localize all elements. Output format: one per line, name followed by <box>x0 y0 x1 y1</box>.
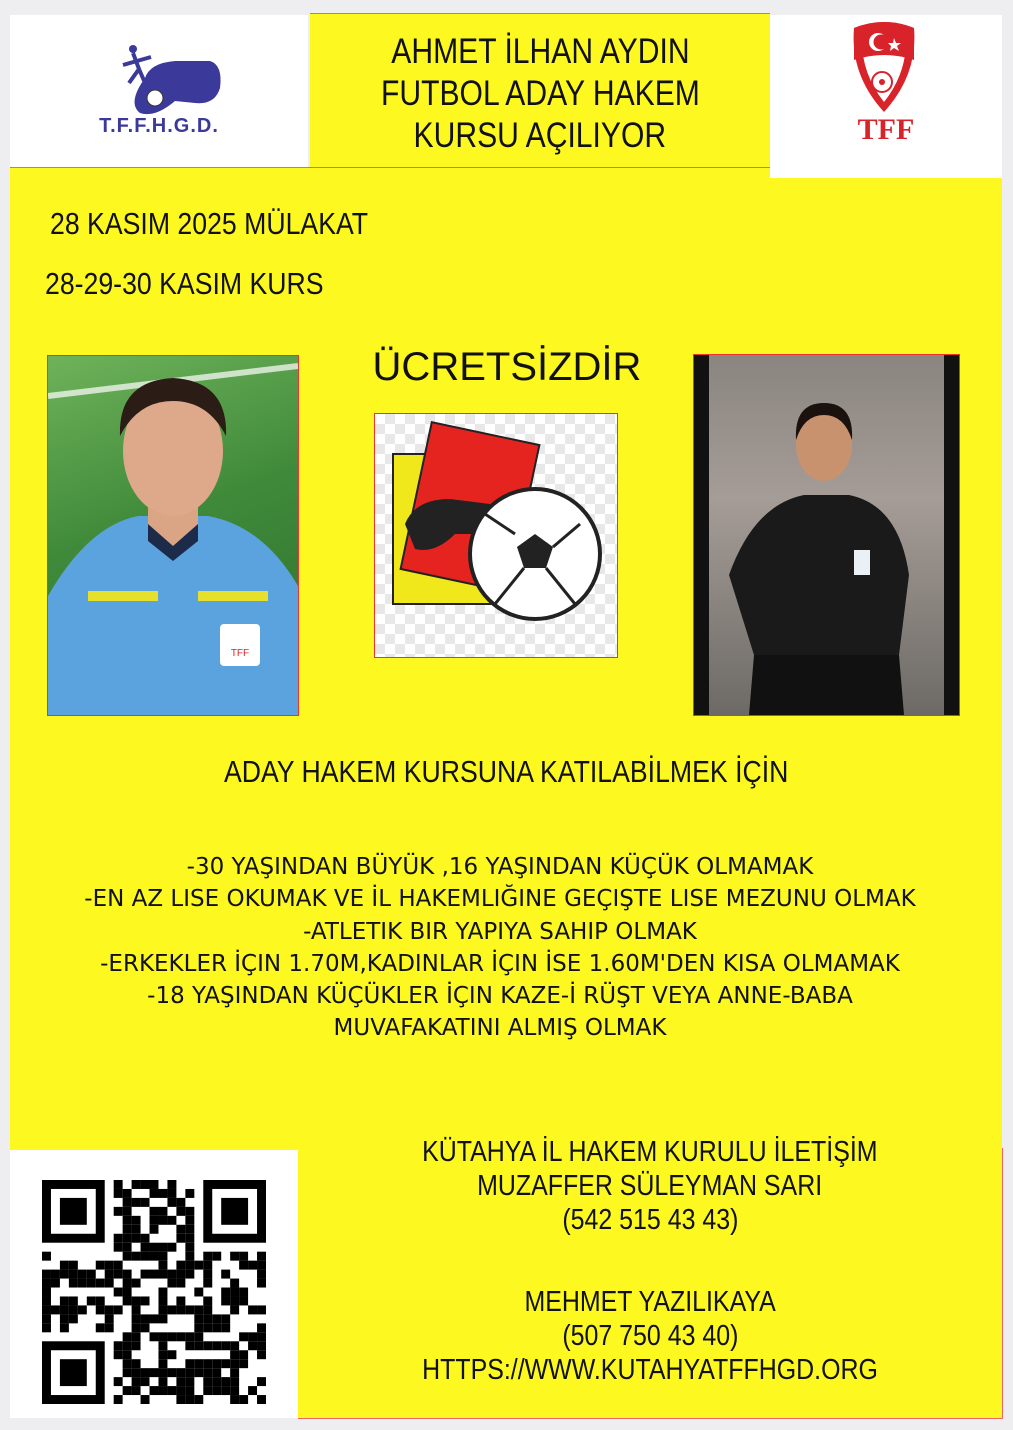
requirement-item: -30 YAŞINDAN BÜYÜK ,16 YAŞINDAN KÜÇÜK OLMAMAK <box>186 854 814 880</box>
requirements-heading: ADAY HAKEM KURSUNA KATILABİLMEK İÇİN <box>223 754 789 789</box>
requirement-item: -ATLETIK BIR YAPIYA SAHIP OLMAK <box>303 918 697 945</box>
qr-code[interactable] <box>42 1180 266 1404</box>
requirement-item: MUVAFAKATINI ALMIŞ OLMAK <box>333 1015 667 1042</box>
title-line-3: KURSU AÇILIYOR <box>413 116 667 155</box>
tffhgd-logo-text: T.F.F.H.G.D. <box>99 115 219 137</box>
contact-info <box>298 1135 1002 1387</box>
referee-cards-whistle-ball-image <box>374 413 618 658</box>
requirement-item: -18 YAŞINDAN KÜÇÜKLER İÇIN KAZE-İ RÜŞT VEYA ANNE-BABA <box>147 983 853 1010</box>
whistle-player-logo-icon <box>115 43 225 123</box>
svg-text:TFF: TFF <box>230 648 250 659</box>
requirement-item: -ERKEKLER İÇIN 1.70M,KADINLAR İÇIN İSE 1.60M'DEN KISA OLMAMAK <box>100 950 900 977</box>
female-referee-photo <box>693 354 960 716</box>
title-line-1: AHMET İLHAN AYDIN <box>390 32 690 71</box>
contact-phone-1[interactable]: (542 515 43 43) <box>561 1204 739 1236</box>
contact-person-1: MUZAFFER SÜLEYMAN SARI <box>477 1170 823 1202</box>
tff-logo-text: TFF <box>857 113 915 146</box>
tff-crest-icon <box>848 20 920 115</box>
requirement-item: -EN AZ LISE OKUMAK VE İL HAKEMLIĞINE GEÇIŞTE LISE MEZUNU OLMAK <box>84 886 916 913</box>
contact-person-2: MEHMET YAZILIKAYA <box>524 1286 776 1318</box>
requirements-list <box>0 851 1000 1045</box>
male-referee-photo <box>47 355 299 716</box>
title-line-2: FUTBOL ADAY HAKEM <box>380 74 700 113</box>
course-dates: 28-29-30 KASIM KURS <box>45 266 324 301</box>
website-link[interactable]: HTTPS://WWW.KUTAHYATFFHGD.ORG <box>422 1354 878 1386</box>
contact-phone-2[interactable]: (507 750 43 40) <box>561 1320 739 1352</box>
poster-title <box>310 31 770 157</box>
contact-heading: KÜTAHYA İL HAKEM KURULU İLETİŞİM <box>422 1136 878 1168</box>
tffhgd-logo-box <box>10 15 308 167</box>
free-label: ÜCRETSİZDİR <box>372 345 642 389</box>
qr-code-box <box>10 1150 298 1418</box>
interview-date: 28 KASIM 2025 MÜLAKAT <box>50 206 369 241</box>
tff-logo-box <box>770 15 1002 178</box>
